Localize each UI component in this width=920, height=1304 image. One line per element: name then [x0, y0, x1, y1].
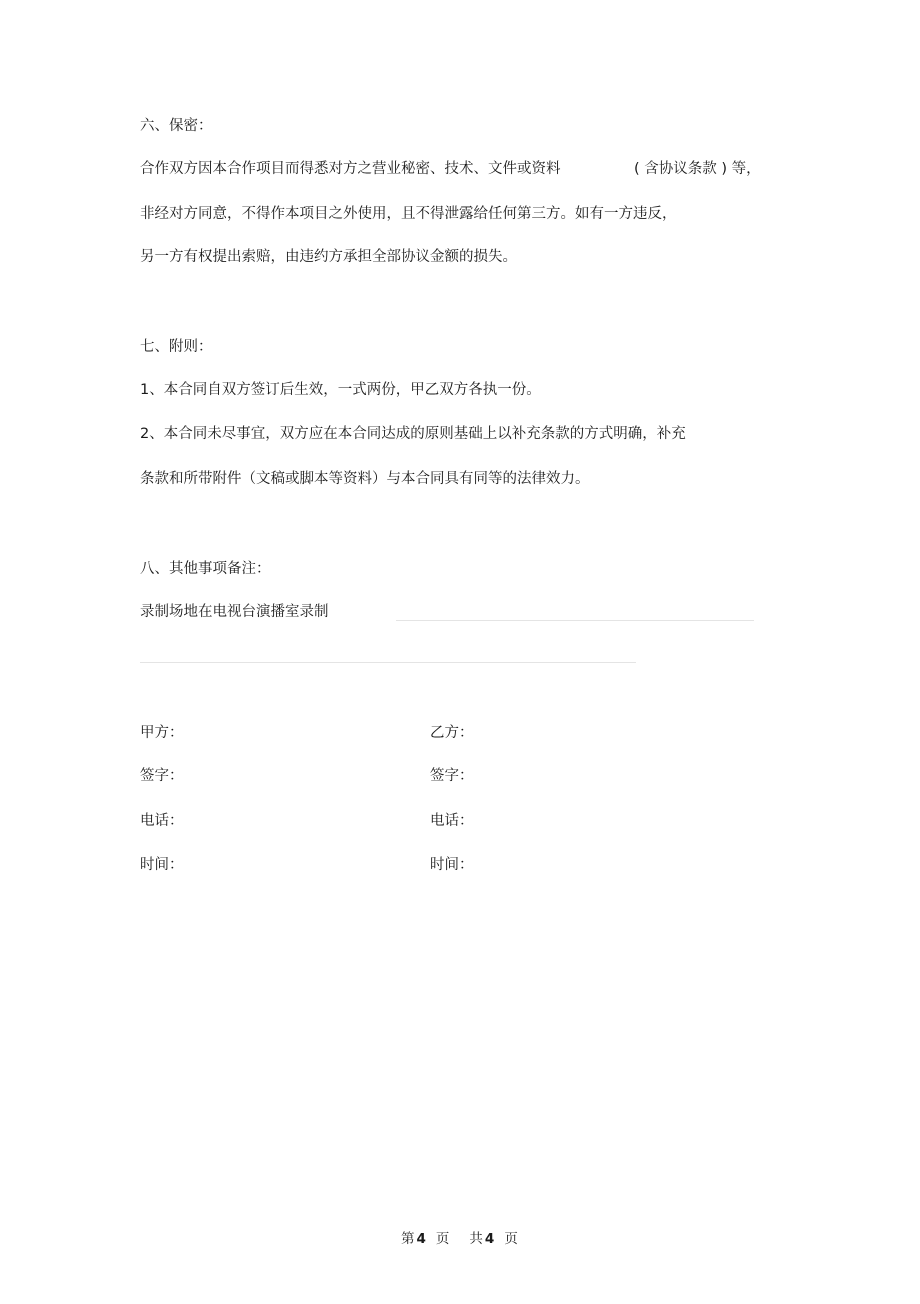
note-blank-line-1	[396, 620, 754, 621]
total-suffix: 页	[504, 1231, 518, 1247]
party-a-label: 甲方：	[140, 725, 184, 741]
section-6-line-3: 另一方有权提出索赔，由违约方承担全部协议金额的损失。	[140, 249, 517, 265]
party-b-phone-label: 电话：	[430, 813, 474, 829]
party-a-sign-label: 签字：	[140, 768, 184, 784]
page-current: 4	[416, 1231, 426, 1247]
section-7-item-2-line-2: 条款和所带附件（文稿或脚本等资料）与本合同具有同等的法律效力。	[140, 471, 590, 487]
party-b-sign-label: 签字：	[430, 768, 474, 784]
party-a-phone-label: 电话：	[140, 813, 184, 829]
section-6-line-1: 合作双方因本合作项目而得悉对方之营业秘密、技术、文件或资料	[140, 161, 561, 177]
section-6-line-2: 非经对方同意，不得作本项目之外使用，且不得泄露给任何第三方。如有一方违反，	[140, 206, 677, 222]
section-7-item-2-line-1: 2、本合同未尽事宜，双方应在本合同达成的原则基础上以补充条款的方式明确，补充	[140, 426, 686, 442]
party-b-label: 乙方：	[430, 725, 474, 741]
section-8-note: 录制场地在电视台演播室录制	[140, 604, 329, 620]
page-prefix: 第	[401, 1231, 415, 1247]
page-total: 4	[484, 1231, 495, 1247]
page-suffix: 页	[435, 1231, 450, 1247]
total-prefix: 共	[469, 1231, 483, 1247]
page-counter	[401, 1229, 518, 1249]
section-7-item-1: 1、本合同自双方签订后生效，一式两份，甲乙双方各执一份。	[140, 382, 541, 398]
section-6-line-1-tail: ( 含协议条款 ) 等，	[634, 161, 761, 177]
section-6-heading: 六、保密：	[140, 118, 213, 134]
section-7-heading: 七、附则：	[140, 339, 213, 355]
note-blank-line-2	[140, 662, 636, 663]
section-8-heading: 八、其他事项备注：	[140, 561, 271, 577]
party-a-time-label: 时间：	[140, 857, 184, 873]
party-b-time-label: 时间：	[430, 857, 474, 873]
